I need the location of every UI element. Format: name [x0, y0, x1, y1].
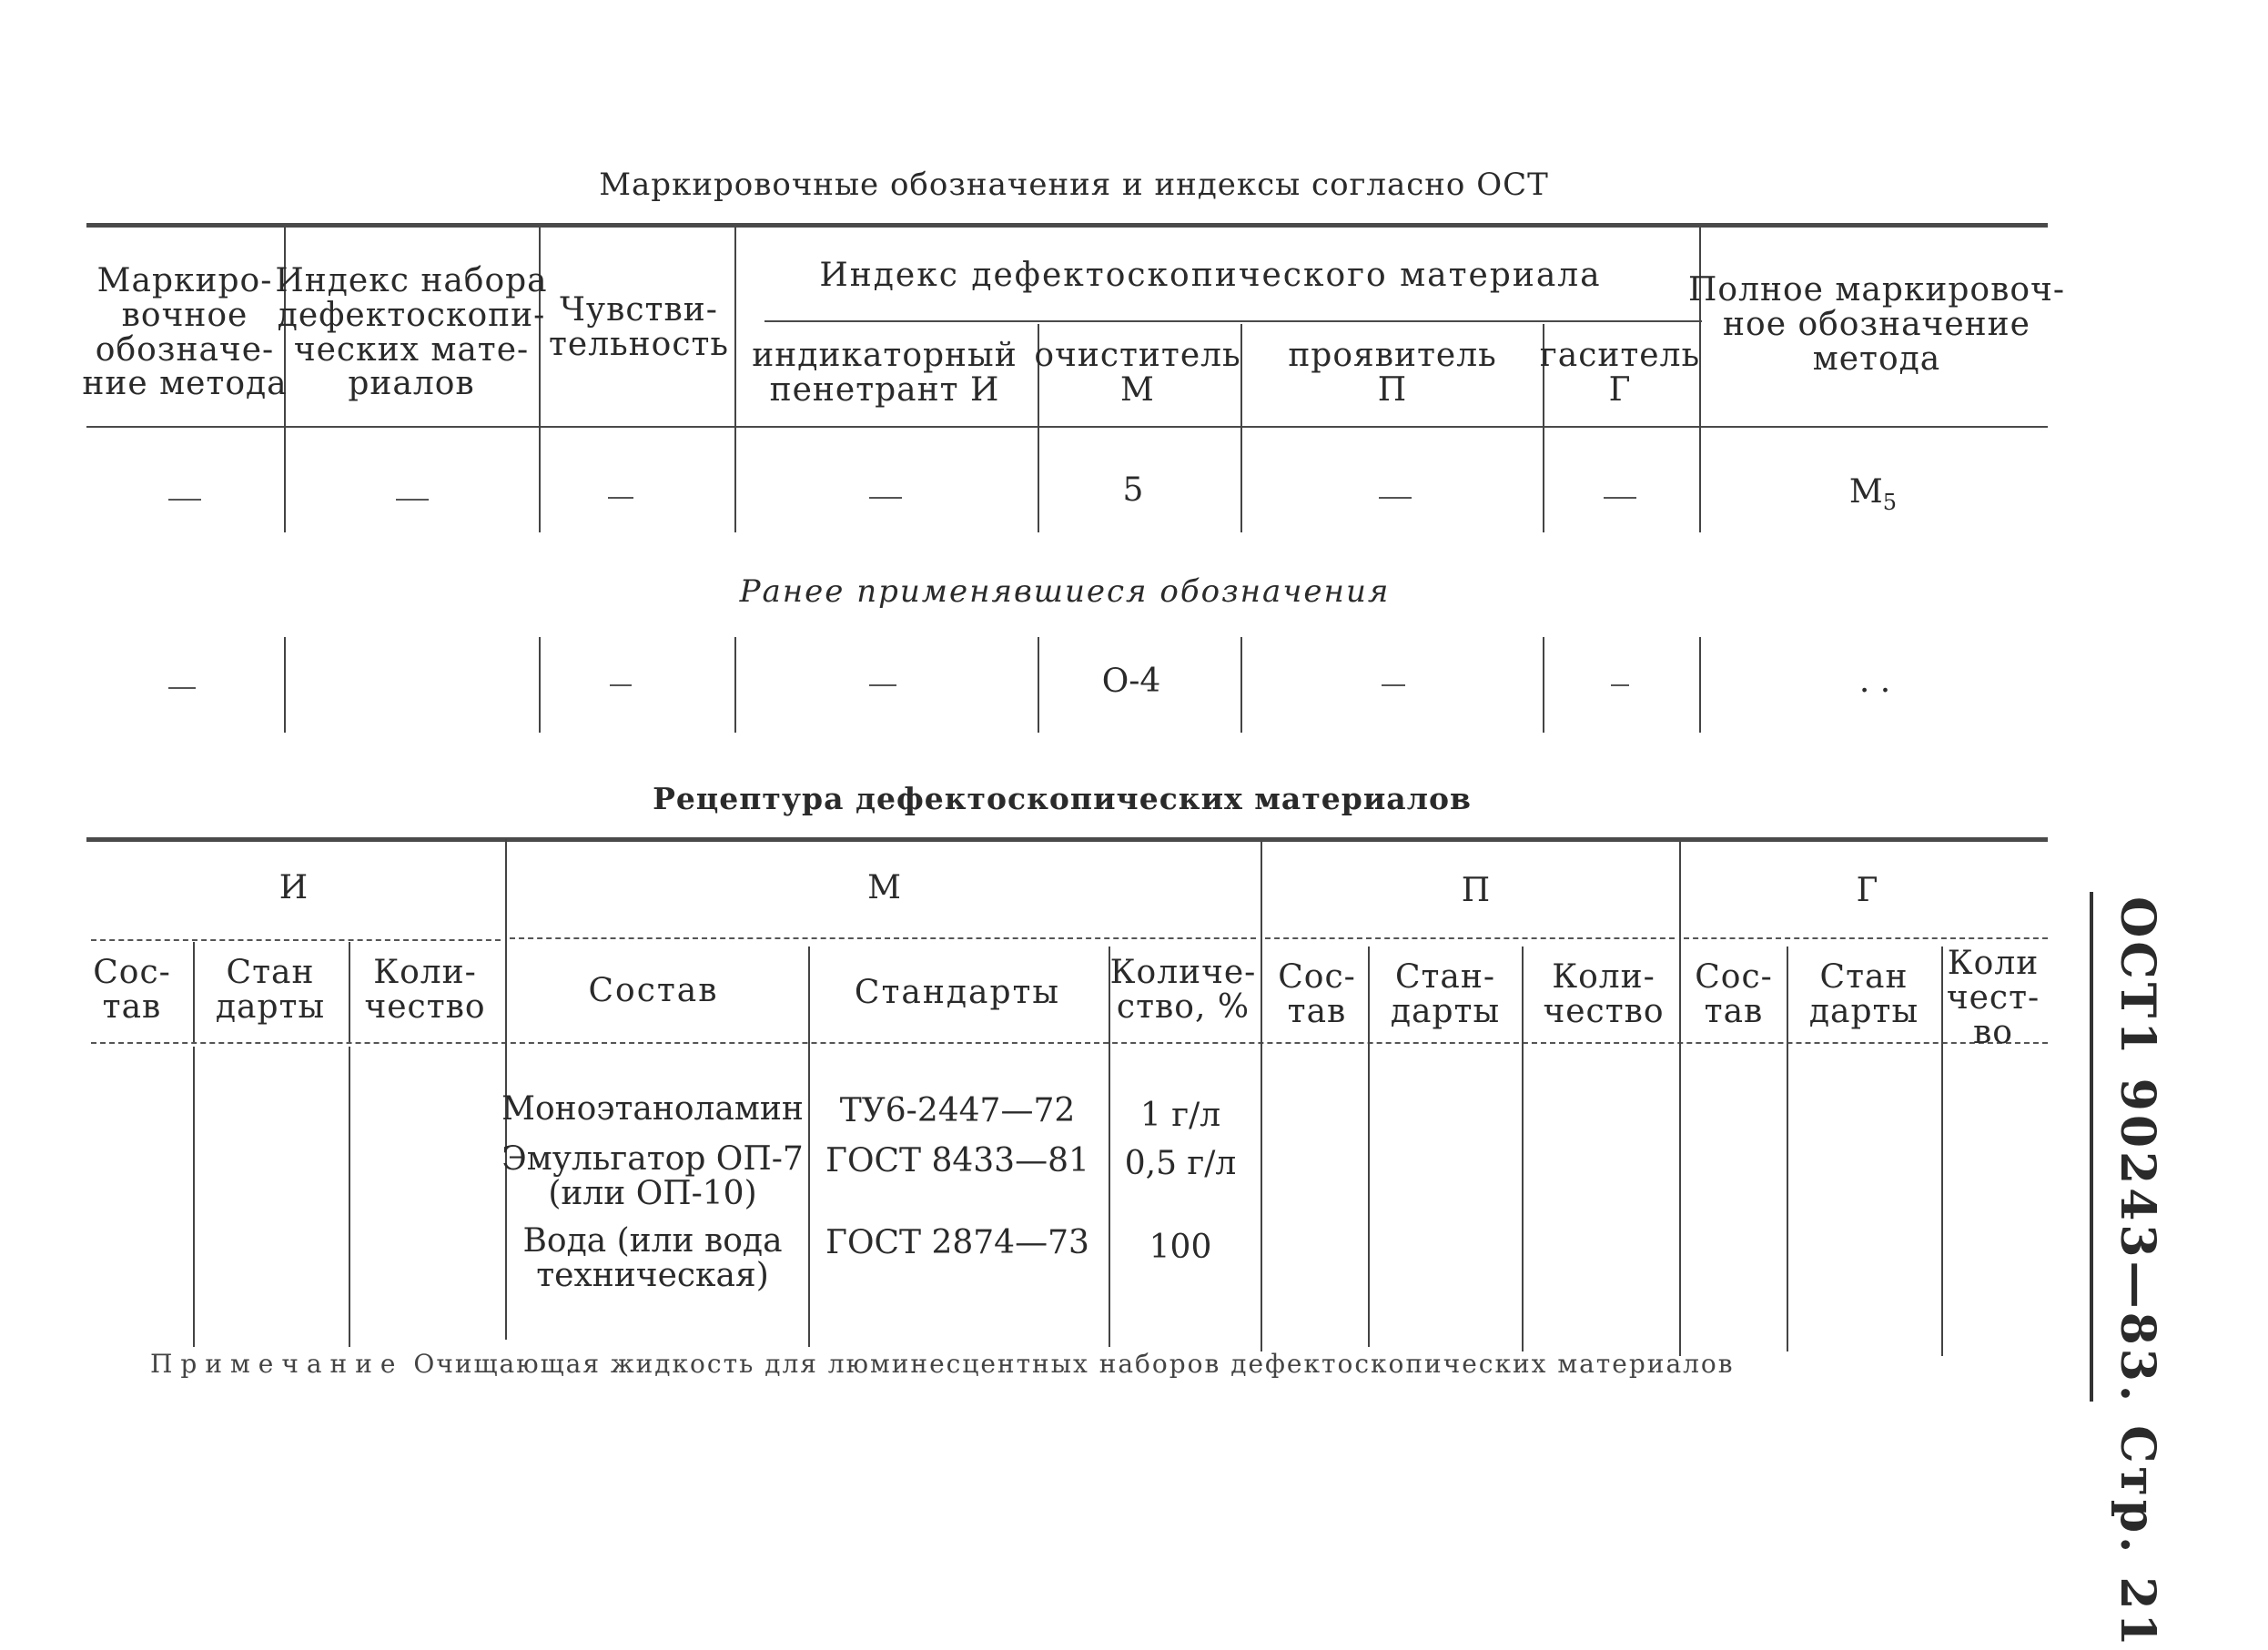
group-divider [1261, 842, 1262, 1351]
group-rule [91, 939, 501, 941]
column-divider [1368, 946, 1370, 1347]
table-row-quantity: 100 [1149, 1229, 1212, 1266]
group-m: М [867, 869, 902, 906]
group-g: Г [1856, 872, 1879, 909]
group-p: П [1461, 872, 1492, 909]
header-set-index: Индекс набора дефектоскопи- ческих мате- риалов [275, 262, 548, 403]
empty-dash [1382, 684, 1405, 686]
note-label: Примечание [150, 1349, 404, 1379]
table-row: Моноэтаноламин [501, 1090, 804, 1128]
empty-dash [396, 499, 429, 501]
table1-divider [734, 228, 736, 532]
table1-divider [734, 637, 736, 733]
table-row: Эмульгатор ОП-7 (или ОП-10) [501, 1140, 804, 1212]
table1-divider [284, 637, 286, 733]
col-i-standards: Стан дарты [215, 954, 326, 1026]
table1-top-rule [86, 223, 2048, 228]
previous-designations-title: Ранее применявшиеся обозначения [739, 573, 1391, 610]
col-p-standards: Стан- дарты [1390, 958, 1501, 1030]
table1-title: Маркировочные обозначения и индексы согласно ОСТ [599, 167, 1549, 203]
table-row-quantity: 1 г/л [1139, 1097, 1221, 1134]
group-divider [1679, 842, 1681, 1356]
table1-subheader-rule [764, 320, 1702, 322]
header-quencher: гаситель Г [1539, 337, 1701, 409]
empty-dash [610, 684, 632, 686]
table-row: Вода (или вода техническая) [522, 1222, 783, 1294]
col-p-quantity: Коли- чество [1543, 958, 1665, 1030]
previous-cleaner-value: О-4 [1101, 663, 1161, 700]
group-rule [1265, 937, 1675, 939]
column-divider [1787, 946, 1788, 1351]
full-marking-value: $M_5$ [1848, 473, 1898, 516]
table1-divider [1699, 637, 1701, 733]
table-row-standard: ГОСТ 8433—81 [825, 1142, 1089, 1179]
note-text: Очищающая жидкость для люминесцентных наборов дефектоскопических материалов [413, 1349, 1735, 1379]
column-divider [1941, 946, 1943, 1356]
header-cleaner: очиститель М [1034, 337, 1241, 409]
empty-dash [869, 684, 896, 686]
group-rule [510, 937, 1256, 939]
group-i: И [278, 869, 309, 906]
table-row-standard: ГОСТ 2874—73 [825, 1224, 1089, 1261]
table1-header-rule [86, 426, 2048, 428]
empty-dash [1604, 497, 1636, 499]
col-m-composition: Состав [588, 972, 719, 1009]
previous-full-marking-value: . . [1858, 663, 1891, 700]
column-divider [808, 946, 810, 1347]
col-g-quantity: Коли чест- во [1946, 945, 2040, 1051]
table1-divider [539, 637, 541, 733]
note [150, 1349, 1735, 1379]
empty-dash [1611, 684, 1629, 686]
header-penetrant: индикаторный пенетрант И [752, 337, 1018, 409]
col-g-standards: Стан дарты [1808, 958, 1919, 1030]
col-m-quantity: Количе- ство, % [1109, 954, 1257, 1026]
col-m-standards: Стандарты [854, 974, 1061, 1011]
col-p-composition: Сос- тав [1278, 958, 1356, 1030]
empty-dash [1379, 497, 1412, 499]
col-i-quantity: Коли- чество [364, 954, 486, 1026]
table-row-standard: ТУ6-2447—72 [839, 1092, 1076, 1129]
column-divider [193, 942, 195, 1042]
table2-title: Рецептура дефектоскопических материалов [653, 781, 1472, 816]
side-rule [2090, 892, 2093, 1402]
table1-divider [1543, 637, 1544, 733]
table1-divider [1240, 637, 1242, 733]
group-divider [505, 839, 507, 1340]
header-full-marking: Полное маркировоч- ное обозначение метода [1688, 271, 2065, 378]
empty-dash [869, 497, 902, 499]
column-divider [1522, 946, 1524, 1351]
column-divider [349, 1047, 350, 1347]
table-row-quantity: 0,5 г/л [1124, 1145, 1237, 1182]
group-rule [1684, 937, 2048, 939]
col-g-composition: Сос- тав [1695, 958, 1773, 1030]
subheader-rule [91, 1042, 2048, 1044]
cleaner-value: 5 [1122, 471, 1144, 509]
header-developer: проявитель П [1288, 337, 1497, 409]
empty-dash [168, 499, 201, 501]
header-sensitivity: Чувстви- тельность [548, 291, 730, 363]
page-side-label: ОСТ1 90243—83. Стр. 21 [2110, 896, 2165, 1650]
empty-dash [168, 687, 196, 689]
empty-dash [608, 497, 633, 499]
header-marking: Маркиро- вочное обозначе- ние метода [82, 262, 288, 403]
column-divider [349, 942, 350, 1042]
header-material-index: Индекс дефектоскопического материала [819, 257, 1602, 294]
table1-divider [1038, 637, 1039, 733]
table2-top-rule [86, 837, 2048, 842]
col-i-composition: Сос- тав [93, 954, 171, 1026]
column-divider [193, 1047, 195, 1347]
